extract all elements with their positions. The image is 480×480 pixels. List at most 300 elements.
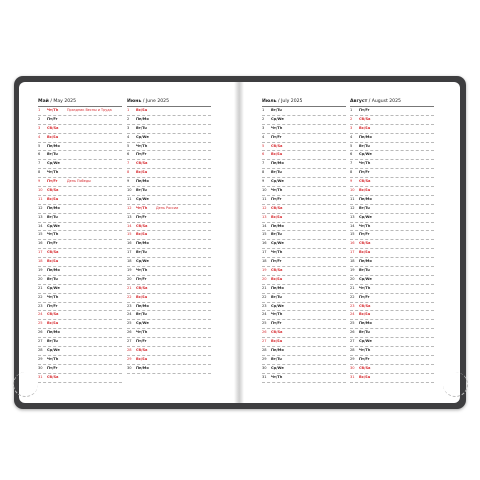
- day-row: [262, 205, 346, 214]
- weekday-label: Пт/Fr: [359, 294, 370, 299]
- day-number: 29: [38, 356, 43, 361]
- weekday-label: Ср/We: [136, 134, 149, 139]
- day-row: [127, 125, 211, 134]
- day-row: [38, 258, 122, 267]
- day-row: [127, 329, 211, 338]
- weekday-label: Сб/Sa: [136, 161, 148, 166]
- day-number: 27: [350, 339, 355, 344]
- day-number: 22: [350, 294, 355, 299]
- day-number: 2: [350, 116, 353, 121]
- day-number: 30: [262, 365, 267, 370]
- day-number: 30: [127, 365, 132, 370]
- day-number: 1: [350, 108, 353, 112]
- day-row: [350, 107, 434, 116]
- day-row: [350, 329, 434, 338]
- weekday-label: Ср/We: [359, 339, 372, 344]
- day-row: [350, 169, 434, 178]
- weekday-label: Вт/Tu: [271, 170, 282, 175]
- weekday-label: Вт/Tu: [271, 108, 282, 112]
- day-number: 24: [127, 312, 132, 317]
- day-number: 3: [127, 125, 130, 130]
- weekday-label: Сб/Sa: [359, 303, 371, 308]
- day-row: [262, 160, 346, 169]
- weekday-label: Пт/Fr: [136, 152, 147, 157]
- weekday-label: Сб/Sa: [359, 241, 371, 246]
- weekday-label: Вс/Su: [359, 125, 371, 130]
- weekday-label: Вс/Su: [271, 152, 283, 157]
- day-number: 19: [127, 268, 132, 273]
- day-row: [127, 231, 211, 240]
- weekday-label: Вт/Tu: [359, 330, 370, 335]
- day-number: 8: [38, 170, 41, 175]
- day-number: 13: [38, 214, 43, 219]
- day-number: 21: [262, 285, 267, 290]
- weekday-label: Вс/Su: [47, 321, 59, 326]
- day-number: 30: [350, 365, 355, 370]
- day-number: 20: [262, 276, 267, 281]
- day-row: [350, 320, 434, 329]
- day-number: 27: [38, 339, 43, 344]
- day-number: 8: [350, 170, 353, 175]
- weekday-label: Ср/We: [136, 196, 149, 201]
- day-row: [127, 187, 211, 196]
- day-number: 30: [38, 365, 43, 370]
- day-number: 4: [127, 134, 130, 139]
- weekday-label: Вт/Tu: [136, 250, 147, 255]
- weekday-label: Пн/Mo: [359, 196, 372, 201]
- day-number: 24: [350, 312, 355, 317]
- day-number: 5: [350, 143, 353, 148]
- month-name-en: August 2025: [371, 99, 401, 104]
- day-row: [262, 294, 346, 303]
- weekday-label: Сб/Sa: [359, 116, 371, 121]
- day-number: 23: [127, 303, 132, 308]
- weekday-label: Пн/Mo: [47, 330, 60, 335]
- day-row: [127, 223, 211, 232]
- day-row: [262, 240, 346, 249]
- weekday-label: Пт/Fr: [136, 276, 147, 281]
- day-number: 6: [262, 152, 265, 157]
- weekday-label: Чт/Th: [47, 108, 59, 112]
- month-name-ru: Июль: [262, 99, 277, 104]
- day-row: [38, 347, 122, 356]
- weekday-label: Вс/Su: [359, 250, 371, 255]
- month-name-ru: Май: [38, 99, 49, 104]
- weekday-label: Пн/Mo: [359, 134, 372, 139]
- day-row: [350, 205, 434, 214]
- day-number: 4: [350, 134, 353, 139]
- day-row: [350, 196, 434, 205]
- day-row: [38, 240, 122, 249]
- day-row: [38, 311, 122, 320]
- weekday-label: Вс/Su: [136, 108, 148, 112]
- day-number: 14: [127, 223, 132, 228]
- day-number: 28: [350, 348, 355, 353]
- day-number: 8: [262, 170, 265, 175]
- weekday-label: Чт/Th: [271, 250, 283, 255]
- day-row: [38, 374, 122, 383]
- day-number: 12: [262, 205, 267, 210]
- day-row: [350, 214, 434, 223]
- weekday-label: Пн/Mo: [136, 365, 149, 370]
- weekday-label: Чт/Th: [271, 125, 283, 130]
- day-row: [38, 285, 122, 294]
- day-row: [127, 267, 211, 276]
- day-row: [127, 365, 211, 374]
- day-number: 15: [38, 232, 43, 237]
- weekday-label: Чт/Th: [47, 356, 59, 361]
- day-row: [350, 143, 434, 152]
- day-number: 22: [262, 294, 267, 299]
- day-number: 23: [350, 303, 355, 308]
- weekday-label: Сб/Sa: [136, 223, 148, 228]
- weekday-label: Пн/Mo: [136, 179, 149, 184]
- day-row: [127, 338, 211, 347]
- weekday-label: Ср/We: [136, 259, 149, 264]
- day-number: 14: [38, 223, 43, 228]
- day-row: [262, 329, 346, 338]
- weekday-label: Пт/Fr: [359, 170, 370, 175]
- month-may: [38, 98, 122, 383]
- day-number: 21: [127, 285, 132, 290]
- day-number: 10: [350, 188, 355, 193]
- day-row: [350, 356, 434, 365]
- weekday-label: Сб/Sa: [47, 125, 59, 130]
- day-number: 29: [350, 356, 355, 361]
- day-row: [350, 374, 434, 383]
- day-number: 7: [350, 161, 353, 166]
- weekday-label: Пн/Mo: [271, 161, 284, 166]
- day-row: [127, 276, 211, 285]
- weekday-label: Вс/Su: [47, 196, 59, 201]
- weekday-label: Пн/Mo: [47, 205, 60, 210]
- day-number: 20: [350, 276, 355, 281]
- day-row: [350, 276, 434, 285]
- day-row: [127, 356, 211, 365]
- weekday-label: Пт/Fr: [136, 214, 147, 219]
- day-number: 2: [38, 116, 41, 121]
- month-name-en: July 2025: [281, 99, 303, 104]
- day-number: 16: [127, 241, 132, 246]
- day-number: 5: [38, 143, 41, 148]
- day-number: 9: [262, 179, 265, 184]
- day-number: 27: [127, 339, 132, 344]
- weekday-label: Чт/Th: [47, 170, 59, 175]
- book-spine: [234, 82, 244, 403]
- day-number: 2: [262, 116, 265, 121]
- weekday-label: Ср/We: [136, 321, 149, 326]
- day-number: 17: [262, 250, 267, 255]
- weekday-label: Чт/Th: [47, 232, 59, 237]
- day-row: [127, 205, 211, 214]
- weekday-label: Вт/Tu: [136, 125, 147, 130]
- day-number: 17: [38, 250, 43, 255]
- holiday-label: День Победы: [67, 179, 91, 184]
- weekday-label: Вс/Su: [271, 276, 283, 281]
- month-august: [350, 98, 434, 383]
- day-number: 13: [350, 214, 355, 219]
- day-number: 19: [38, 268, 43, 273]
- weekday-label: Вт/Tu: [271, 356, 282, 361]
- day-row: [350, 303, 434, 312]
- day-number: 9: [38, 179, 41, 184]
- day-row: [350, 258, 434, 267]
- day-row: [350, 178, 434, 187]
- weekday-label: Ср/We: [271, 179, 284, 184]
- day-number: 18: [262, 259, 267, 264]
- day-row: [350, 187, 434, 196]
- day-number: 17: [127, 250, 132, 255]
- weekday-label: Вс/Su: [47, 134, 59, 139]
- day-number: 3: [262, 125, 265, 130]
- day-row: [38, 116, 122, 125]
- day-row: [262, 196, 346, 205]
- day-row: [127, 240, 211, 249]
- day-number: 3: [38, 125, 41, 130]
- day-row: [127, 347, 211, 356]
- day-row: [127, 116, 211, 125]
- day-row: [38, 249, 122, 258]
- day-row: [262, 178, 346, 187]
- day-number: 21: [38, 285, 43, 290]
- day-row: [350, 116, 434, 125]
- day-row: [127, 214, 211, 223]
- day-row: [262, 374, 346, 383]
- day-number: 26: [38, 330, 43, 335]
- weekday-label: Чт/Th: [271, 188, 283, 193]
- weekday-label: Сб/Sa: [47, 188, 59, 193]
- day-row: [38, 303, 122, 312]
- day-row: [127, 249, 211, 258]
- weekday-label: Ср/We: [47, 223, 60, 228]
- day-number: 13: [262, 214, 267, 219]
- month-name-en: June 2025: [145, 99, 170, 104]
- day-number: 25: [262, 321, 267, 326]
- day-row: [38, 169, 122, 178]
- day-row: [38, 223, 122, 232]
- weekday-label: Сб/Sa: [136, 348, 148, 353]
- weekday-label: Пн/Mo: [136, 241, 149, 246]
- day-number: 14: [350, 223, 355, 228]
- day-row: [38, 187, 122, 196]
- day-row: [38, 329, 122, 338]
- day-row: [262, 187, 346, 196]
- month-july: [262, 98, 346, 383]
- day-number: 6: [127, 152, 130, 157]
- month-header: Июль / July 2025: [262, 98, 346, 107]
- weekday-label: Вт/Tu: [359, 268, 370, 273]
- day-number: 9: [350, 179, 353, 184]
- weekday-label: Пт/Fr: [47, 116, 58, 121]
- day-number: 11: [38, 196, 43, 201]
- day-row: [262, 276, 346, 285]
- right-corner-mark: [443, 372, 468, 397]
- holiday-label: День России: [156, 205, 179, 210]
- day-list: [262, 107, 346, 383]
- day-number: 28: [38, 348, 43, 353]
- weekday-label: Вс/Su: [359, 188, 371, 193]
- weekday-label: Вт/Tu: [47, 214, 58, 219]
- weekday-label: Пт/Fr: [47, 303, 58, 308]
- day-row: [350, 134, 434, 143]
- day-number: 24: [38, 312, 43, 317]
- day-row: [262, 258, 346, 267]
- weekday-label: Пн/Mo: [271, 348, 284, 353]
- day-number: 28: [262, 348, 267, 353]
- day-row: [262, 107, 346, 116]
- day-number: 26: [262, 330, 267, 335]
- day-row: [350, 151, 434, 160]
- day-number: 5: [127, 143, 130, 148]
- weekday-label: Ср/We: [47, 285, 60, 290]
- weekday-label: Ср/We: [359, 276, 372, 281]
- weekday-label: Вс/Su: [136, 232, 148, 237]
- weekday-label: Пт/Fr: [359, 356, 370, 361]
- weekday-label: Сб/Sa: [359, 179, 371, 184]
- month-name-en: May 2025: [53, 99, 77, 104]
- day-number: 12: [38, 205, 43, 210]
- day-number: 19: [350, 268, 355, 273]
- day-row: [38, 178, 122, 187]
- day-number: 24: [262, 312, 267, 317]
- day-number: 1: [38, 108, 41, 112]
- day-row: [350, 285, 434, 294]
- day-row: [262, 151, 346, 160]
- day-number: 26: [350, 330, 355, 335]
- day-row: [127, 311, 211, 320]
- weekday-label: Сб/Sa: [136, 285, 148, 290]
- weekday-label: Пн/Mo: [136, 116, 149, 121]
- day-number: 16: [38, 241, 43, 246]
- weekday-label: Пт/Fr: [47, 365, 58, 370]
- month-name-ru: Июнь: [127, 99, 142, 104]
- weekday-label: Ср/We: [271, 303, 284, 308]
- weekday-label: Вт/Tu: [271, 232, 282, 237]
- weekday-label: Вт/Tu: [136, 188, 147, 193]
- day-number: 13: [127, 214, 132, 219]
- day-number: 18: [38, 259, 43, 264]
- day-row: [38, 160, 122, 169]
- day-number: 25: [38, 321, 43, 326]
- day-number: 31: [38, 374, 43, 379]
- day-number: 22: [38, 294, 43, 299]
- day-number: 9: [127, 179, 130, 184]
- day-number: 10: [127, 188, 132, 193]
- day-number: 19: [262, 268, 267, 273]
- day-number: 10: [38, 188, 43, 193]
- day-row: [127, 285, 211, 294]
- day-row: [127, 151, 211, 160]
- day-row: [38, 276, 122, 285]
- weekday-label: Пн/Mo: [136, 303, 149, 308]
- weekday-label: Вт/Tu: [271, 294, 282, 299]
- day-number: 12: [350, 205, 355, 210]
- weekday-label: Пт/Fr: [47, 179, 58, 184]
- weekday-label: Чт/Th: [136, 268, 148, 273]
- month-name-ru: Август: [350, 99, 368, 104]
- day-row: [38, 107, 122, 116]
- day-row: [262, 214, 346, 223]
- day-number: 7: [38, 161, 41, 166]
- day-row: [262, 267, 346, 276]
- day-row: [127, 303, 211, 312]
- day-row: [127, 196, 211, 205]
- day-number: 6: [350, 152, 353, 157]
- weekday-label: Вт/Tu: [136, 312, 147, 317]
- weekday-label: Вт/Tu: [47, 339, 58, 344]
- weekday-label: Вс/Su: [271, 214, 283, 219]
- weekday-label: Вс/Su: [271, 339, 283, 344]
- day-row: [262, 356, 346, 365]
- day-number: 11: [262, 196, 267, 201]
- day-row: [38, 267, 122, 276]
- weekday-label: Вс/Su: [136, 170, 148, 175]
- day-row: [38, 356, 122, 365]
- day-row: [262, 311, 346, 320]
- day-row: [350, 311, 434, 320]
- day-row: [350, 223, 434, 232]
- day-row: [127, 160, 211, 169]
- weekday-label: Пн/Mo: [47, 143, 60, 148]
- day-row: [350, 231, 434, 240]
- day-number: 1: [262, 108, 265, 112]
- weekday-label: Пт/Fr: [271, 196, 282, 201]
- day-list: [127, 107, 211, 374]
- weekday-label: Пн/Mo: [47, 268, 60, 273]
- weekday-label: Ср/We: [271, 365, 284, 370]
- day-number: 14: [262, 223, 267, 228]
- weekday-label: Пт/Fr: [271, 321, 282, 326]
- day-row: [127, 169, 211, 178]
- weekday-label: Чт/Th: [47, 294, 59, 299]
- day-list: [38, 107, 122, 383]
- month-header: Май / May 2025: [38, 98, 122, 107]
- day-number: 29: [127, 356, 132, 361]
- weekday-label: Чт/Th: [359, 161, 371, 166]
- day-number: 7: [262, 161, 265, 166]
- day-number: 4: [262, 134, 265, 139]
- day-row: [350, 338, 434, 347]
- day-number: 11: [350, 196, 355, 201]
- day-row: [127, 178, 211, 187]
- day-row: [262, 320, 346, 329]
- weekday-label: Чт/Th: [359, 285, 371, 290]
- day-number: 31: [262, 374, 267, 379]
- day-list: [350, 107, 434, 383]
- day-row: [38, 196, 122, 205]
- weekday-label: Пн/Mo: [359, 321, 372, 326]
- day-number: 31: [350, 374, 355, 379]
- day-row: [262, 249, 346, 258]
- weekday-label: Вт/Tu: [359, 143, 370, 148]
- day-row: [262, 169, 346, 178]
- day-number: 18: [350, 259, 355, 264]
- weekday-label: Сб/Sa: [271, 205, 283, 210]
- day-number: 12: [127, 205, 132, 210]
- day-number: 2: [127, 116, 130, 121]
- day-number: 17: [350, 250, 355, 255]
- day-row: [262, 347, 346, 356]
- weekday-label: Сб/Sa: [271, 330, 283, 335]
- weekday-label: Пт/Fr: [359, 232, 370, 237]
- weekday-label: Чт/Th: [136, 205, 148, 210]
- day-number: 15: [350, 232, 355, 237]
- day-number: 27: [262, 339, 267, 344]
- day-number: 20: [127, 276, 132, 281]
- day-number: 22: [127, 294, 132, 299]
- day-number: 23: [38, 303, 43, 308]
- weekday-label: Вс/Su: [359, 374, 371, 379]
